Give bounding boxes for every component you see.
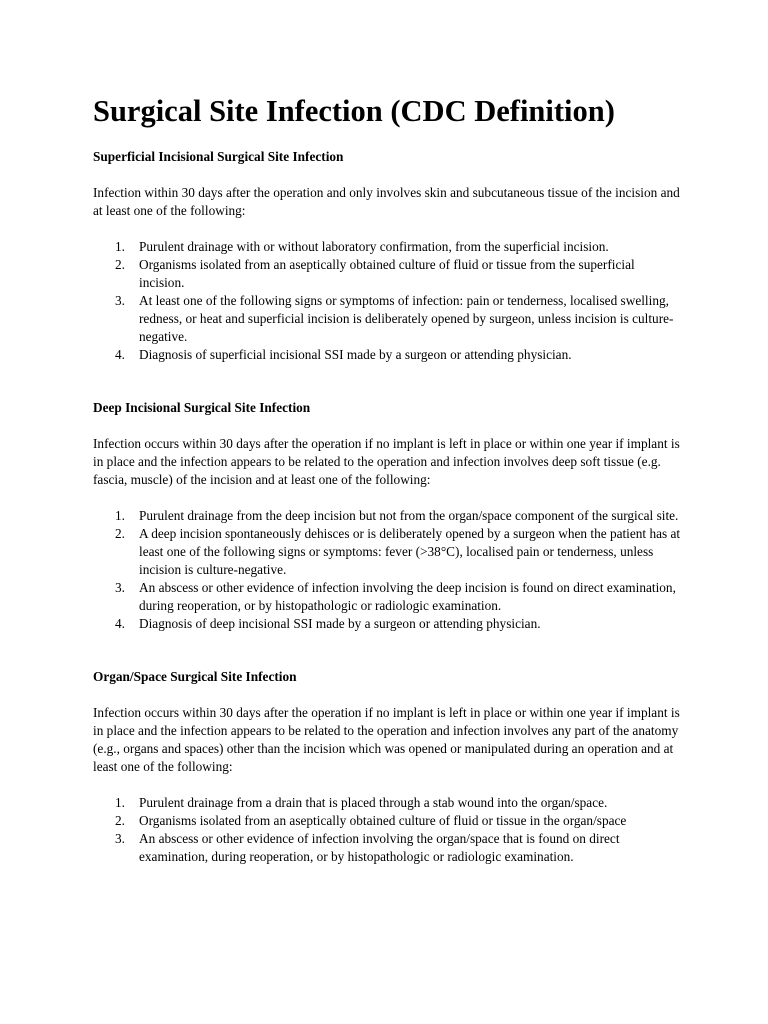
item-number: 3. [115,831,125,846]
item-text: Organisms isolated from an aseptically obtained culture of fluid or tissue in the organ/space [139,813,627,828]
item-number: 3. [115,580,125,595]
item-text: Purulent drainage with or without laboratory confirmation, from the superficial incision. [139,239,609,254]
item-text: Diagnosis of deep incisional SSI made by a surgeon or attending physician. [139,616,541,631]
section-organ-space [93,668,683,866]
item-text: Purulent drainage from a drain that is placed through a stab wound into the organ/space. [139,795,608,810]
page-title: Surgical Site Infection (CDC Definition) [93,94,615,128]
section-intro: Infection occurs within 30 days after the operation if no implant is left in place or within one year if implant is in place and the infection appears to be related to the operation and infection involves any part of the anatomy (e.g., organs and spaces) other than the incision which was opened or manipulated during an operation and at least one of the following: [93,705,680,774]
item-number: 1. [115,795,125,810]
criteria-list [93,507,683,633]
list-item [93,794,683,812]
section-heading: Organ/Space Surgical Site Infection [93,669,297,684]
section-superficial [93,148,683,364]
item-number: 2. [115,526,125,541]
list-item [93,525,683,579]
list-item [93,256,683,292]
section-deep [93,399,683,633]
section-heading: Deep Incisional Surgical Site Infection [93,400,311,415]
item-text: A deep incision spontaneously dehisces or is deliberately opened by a surgeon when the patient has at least one of the following signs or symptoms: fever (>38°C), localised pain or tenderness, unless incision is culture-negative. [139,526,681,577]
section-intro: Infection within 30 days after the operation and only involves skin and subcutaneous tissue of the incision and at least one of the following: [93,185,680,218]
item-number: 2. [115,257,125,272]
section-heading: Superficial Incisional Surgical Site Infection [93,149,344,164]
criteria-list [93,794,683,866]
item-number: 1. [115,239,125,254]
item-number: 1. [115,508,125,523]
list-item [93,507,683,525]
list-item [93,830,683,866]
item-text: At least one of the following signs or symptoms of infection: pain or tenderness, localised swelling, redness, or heat and superficial incision is deliberately opened by surgeon, unless incision is culture-negative. [139,293,674,344]
item-text: An abscess or other evidence of infection involving the organ/space that is found on direct examination, during reoperation, or by histopathologic or radiologic examination. [139,831,620,864]
item-number: 3. [115,293,125,308]
item-number: 4. [115,616,125,631]
section-intro: Infection occurs within 30 days after the operation if no implant is left in place or within one year if implant is in place and the infection appears to be related to the operation and infection involves deep soft tissue (e.g. fascia, muscle) of the incision and at least one of the following: [93,436,680,487]
item-number: 2. [115,813,125,828]
criteria-list [93,238,683,364]
list-item [93,292,683,346]
item-text: Purulent drainage from the deep incision but not from the organ/space component of the surgical site. [139,508,679,523]
list-item [93,238,683,256]
list-item [93,615,683,633]
document-page [93,92,683,866]
list-item [93,579,683,615]
list-item [93,346,683,364]
item-text: Diagnosis of superficial incisional SSI made by a surgeon or attending physician. [139,347,572,362]
list-item [93,812,683,830]
item-text: An abscess or other evidence of infection involving the deep incision is found on direct examination, during reoperation, or by histopathologic or radiologic examination. [139,580,676,613]
item-text: Organisms isolated from an aseptically obtained culture of fluid or tissue from the superficial incision. [139,257,635,290]
item-number: 4. [115,347,125,362]
